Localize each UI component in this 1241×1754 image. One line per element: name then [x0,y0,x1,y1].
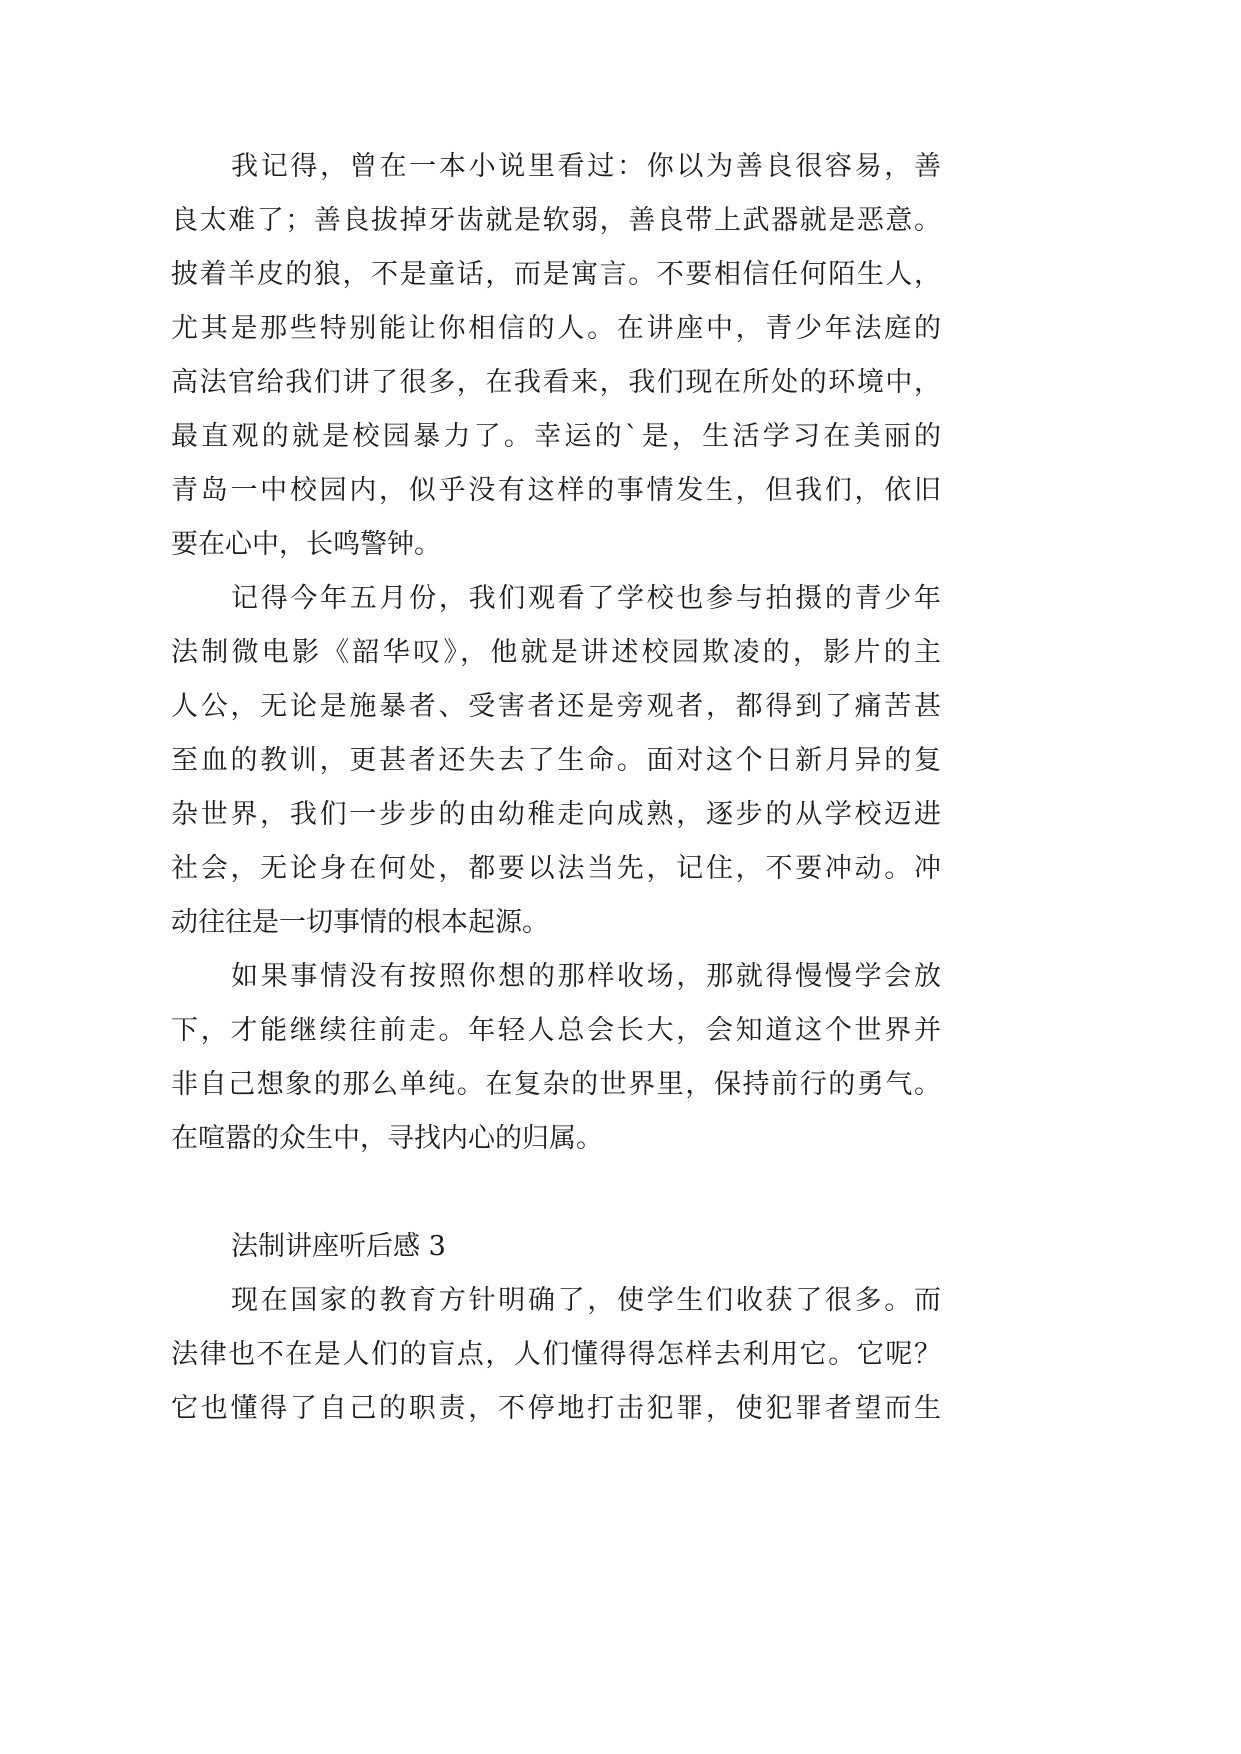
paragraph-line: 青岛一中校园内，似乎没有这样的事情发生，但我们，依旧 [171,475,941,506]
paragraph-1 [171,140,941,572]
paragraph-line: 高法官给我们讲了很多，在我看来，我们现在所处的环境中， [171,367,941,398]
paragraph-line: 记得今年五月份，我们观看了学校也参与拍摄的青少年 [231,583,941,614]
paragraph-3 [171,950,941,1166]
paragraph-line: 现在国家的教育方针明确了，使学生们收获了很多。而 [231,1285,941,1316]
paragraph-line: 非自己想象的那么单纯。在复杂的世界里，保持前行的勇气。 [171,1069,941,1100]
paragraph-line: 至血的教训，更甚者还失去了生命。面对这个日新月异的复 [171,745,941,776]
paragraph-line: 动往往是一切事情的根本起源。 [171,907,549,938]
document-body [171,140,941,1436]
paragraph-line: 法律也不在是人们的盲点，人们懂得得怎样去利用它。它呢？ [171,1339,941,1370]
section-spacer [171,1166,941,1220]
paragraph-line: 尤其是那些特别能让你相信的人。在讲座中，青少年法庭的 [171,313,941,344]
paragraph-line: 社会，无论身在何处，都要以法当先，记住，不要冲动。冲 [171,853,941,884]
paragraph-line: 披着羊皮的狼，不是童话，而是寓言。不要相信任何陌生人， [171,259,941,290]
section-heading: 法制讲座听后感 3 [231,1231,446,1262]
paragraph-line: 人公，无论是施暴者、受害者还是旁观者，都得到了痛苦甚 [171,691,941,722]
paragraph-line: 杂世界，我们一步步的由幼稚走向成熟，逐步的从学校迈进 [171,799,941,830]
paragraph-4 [171,1274,941,1436]
paragraph-2 [171,572,941,950]
paragraph-line: 下，才能继续往前走。年轻人总会长大，会知道这个世界并 [171,1015,941,1046]
paragraph-line: 良太难了；善良拔掉牙齿就是软弱，善良带上武器就是恶意。 [171,205,941,236]
paragraph-line: 最直观的就是校园暴力了。幸运的`是，生活学习在美丽的 [171,421,941,452]
paragraph-line: 要在心中，长鸣警钟。 [171,529,441,560]
paragraph-line: 它也懂得了自己的职责，不停地打击犯罪，使犯罪者望而生 [171,1393,941,1424]
paragraph-line: 如果事情没有按照你想的那样收场，那就得慢慢学会放 [231,961,941,992]
paragraph-line: 在喧嚣的众生中，寻找内心的归属。 [171,1123,603,1154]
paragraph-line: 法制微电影《韶华叹》，他就是讲述校园欺凌的，影片的主 [171,637,941,668]
paragraph-line: 我记得，曾在一本小说里看过：你以为善良很容易，善 [231,151,941,182]
